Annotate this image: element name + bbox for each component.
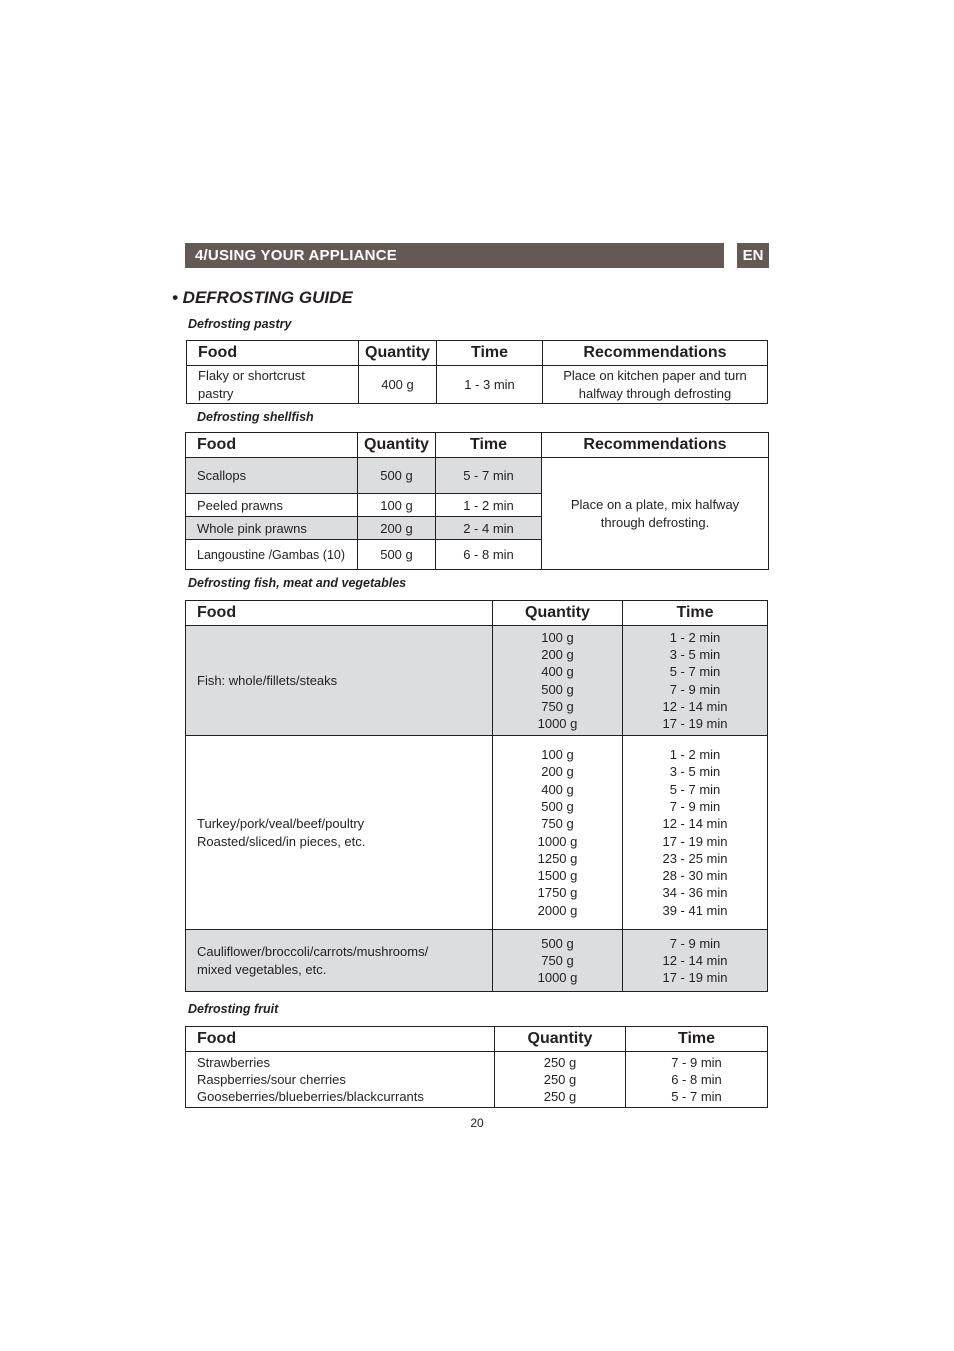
quantity-line: 250 g — [543, 1071, 577, 1087]
header-food: Food — [186, 1027, 495, 1052]
quantity-line: 750 g — [541, 816, 574, 832]
time-line: 12 - 14 min — [662, 698, 728, 714]
table-row — [186, 458, 769, 494]
page-number: 20 — [470, 1116, 484, 1130]
time-line: 7 - 9 min — [669, 798, 721, 814]
section-header: 4/USING YOUR APPLIANCE — [185, 243, 724, 268]
time-line: 17 - 19 min — [662, 970, 728, 986]
quantity-line: 750 g — [541, 698, 574, 714]
food-cell: Scallops — [186, 458, 358, 494]
quantity-cell — [493, 930, 623, 992]
time-line: 7 - 9 min — [669, 935, 721, 951]
quantity-line: 1000 g — [537, 970, 578, 986]
time-cell: 1 - 2 min — [436, 494, 542, 517]
fish-meat-veg-subtitle: Defrosting fish, meat and vegetables — [188, 576, 407, 590]
time-line: 28 - 30 min — [662, 868, 728, 884]
quantity-cell: 200 g — [358, 517, 436, 540]
food-line: Roasted/sliced/in pieces, etc. — [197, 833, 366, 849]
fruit-subtitle: Defrosting fruit — [188, 1002, 279, 1016]
food-cell — [186, 930, 493, 992]
header-time: Time — [623, 601, 768, 626]
time-line: 1 - 2 min — [669, 629, 721, 645]
time-cell — [623, 626, 768, 736]
quantity-line: 100 g — [541, 747, 574, 763]
time-line: 17 - 19 min — [662, 833, 728, 849]
header-quantity: Quantity — [493, 601, 623, 626]
food-cell: Whole pink prawns — [186, 517, 358, 540]
quantity-line: 200 g — [541, 646, 574, 662]
time-line: 12 - 14 min — [662, 952, 728, 968]
time-line: 7 - 9 min — [671, 1054, 722, 1070]
header-time: Time — [626, 1027, 768, 1052]
food-cell — [186, 626, 493, 736]
shellfish-table — [185, 432, 769, 570]
time-cell — [626, 1052, 768, 1108]
quantity-line: 1000 g — [537, 833, 578, 849]
recommendation-cell: Place on a plate, mix halfway through defrosting. — [542, 458, 769, 570]
table-header-row — [186, 601, 768, 626]
table-header-row — [186, 433, 769, 458]
time-line: 1 - 2 min — [669, 747, 721, 763]
quantity-line: 500 g — [541, 681, 574, 697]
header-food: Food — [187, 341, 359, 366]
time-cell: 2 - 4 min — [436, 517, 542, 540]
food-cell — [186, 736, 493, 930]
quantity-line: 250 g — [543, 1089, 577, 1105]
food-cell — [186, 1052, 495, 1108]
food-cell: Langoustine /Gambas (10) — [186, 540, 358, 570]
food-line: Turkey/pork/veal/beef/poultry — [197, 816, 365, 832]
quantity-line: 750 g — [541, 952, 574, 968]
header-quantity: Quantity — [495, 1027, 626, 1052]
quantity-cell — [493, 736, 623, 930]
language-badge: EN — [737, 243, 769, 268]
food-cell: Flaky or shortcrust pastry — [187, 366, 359, 404]
time-cell — [623, 930, 768, 992]
time-line: 3 - 5 min — [669, 764, 721, 780]
quantity-line: 250 g — [543, 1054, 577, 1070]
header-time: Time — [437, 341, 543, 366]
time-line: 34 - 36 min — [662, 885, 728, 901]
quantity-line: 1250 g — [537, 850, 578, 866]
header-food: Food — [186, 601, 493, 626]
shellfish-subtitle: Defrosting shellfish — [197, 410, 314, 424]
quantity-line: 200 g — [541, 764, 574, 780]
table-row — [186, 930, 768, 992]
header-time: Time — [436, 433, 542, 458]
time-line: 3 - 5 min — [669, 646, 721, 662]
time-line: 39 - 41 min — [662, 902, 728, 918]
food-line: Raspberries/sour cherries — [197, 1071, 346, 1087]
table-row — [186, 1052, 768, 1108]
time-line: 5 - 7 min — [669, 781, 721, 797]
header-recommendations: Recommendations — [542, 433, 769, 458]
header-recommendations: Recommendations — [543, 341, 768, 366]
time-line: 12 - 14 min — [662, 816, 728, 832]
recommendation-cell: Place on kitchen paper and turn halfway through defrosting — [543, 366, 768, 404]
time-line: 17 - 19 min — [662, 716, 728, 732]
pastry-table — [186, 340, 768, 404]
header-quantity: Quantity — [359, 341, 437, 366]
time-cell: 6 - 8 min — [436, 540, 542, 570]
quantity-line: 500 g — [541, 935, 574, 951]
quantity-cell: 100 g — [358, 494, 436, 517]
quantity-cell: 400 g — [359, 366, 437, 404]
header-quantity: Quantity — [358, 433, 436, 458]
time-cell: 1 - 3 min — [437, 366, 543, 404]
quantity-line: 1500 g — [537, 868, 578, 884]
quantity-cell: 500 g — [358, 458, 436, 494]
quantity-line: 400 g — [541, 664, 574, 680]
quantity-line: 1000 g — [537, 716, 578, 732]
food-line: Gooseberries/blueberries/blackcurrants — [197, 1089, 424, 1105]
table-header-row — [186, 1027, 768, 1052]
quantity-line: 2000 g — [537, 902, 578, 918]
quantity-cell: 500 g — [358, 540, 436, 570]
quantity-line: 500 g — [541, 798, 574, 814]
food-line: Cauliflower/broccoli/carrots/mushrooms/ — [197, 944, 429, 960]
quantity-cell — [493, 626, 623, 736]
quantity-cell — [495, 1052, 626, 1108]
food-line: Fish: whole/fillets/steaks — [197, 672, 338, 688]
header-food: Food — [186, 433, 358, 458]
pastry-subtitle: Defrosting pastry — [188, 317, 292, 331]
food-cell: Peeled prawns — [186, 494, 358, 517]
table-header-row — [187, 341, 768, 366]
quantity-line: 1750 g — [537, 885, 578, 901]
fruit-table — [185, 1026, 768, 1108]
quantity-line: 100 g — [541, 629, 574, 645]
time-cell — [623, 736, 768, 930]
time-line: 6 - 8 min — [671, 1071, 722, 1087]
time-cell: 5 - 7 min — [436, 458, 542, 494]
table-row — [186, 626, 768, 736]
page-title: • DEFROSTING GUIDE — [172, 288, 353, 307]
fish-meat-veg-table — [185, 600, 768, 992]
time-line: 5 - 7 min — [669, 664, 721, 680]
food-line: mixed vegetables, etc. — [197, 961, 327, 977]
time-line: 7 - 9 min — [669, 681, 721, 697]
table-row — [186, 736, 768, 930]
time-line: 5 - 7 min — [671, 1089, 722, 1105]
food-line: Strawberries — [197, 1054, 270, 1070]
time-line: 23 - 25 min — [662, 850, 728, 866]
table-row — [187, 366, 768, 404]
quantity-line: 400 g — [541, 781, 574, 797]
